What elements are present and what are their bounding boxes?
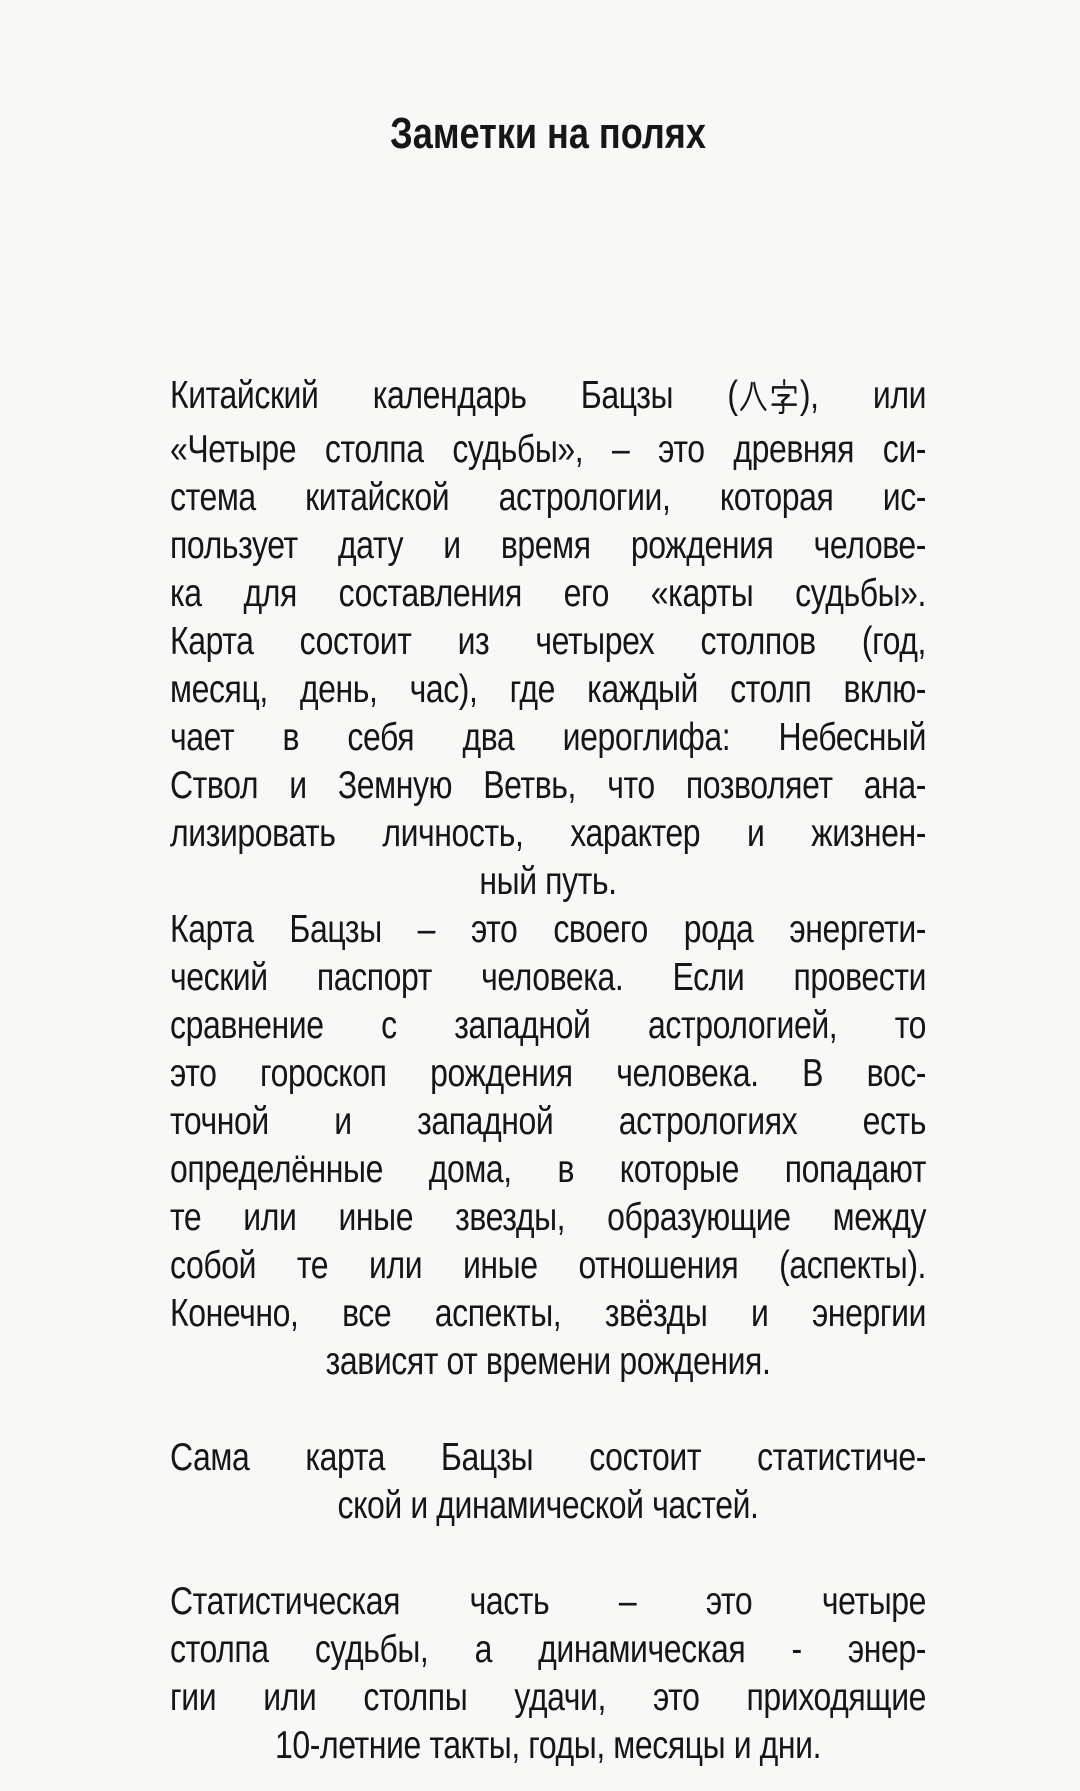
text-line: ской и динамической частей.	[337, 1484, 759, 1527]
text-line: ческий паспорт человека. Если провести	[170, 956, 927, 999]
text-line: это гороскоп рождения человека. В вос-	[170, 1052, 927, 1095]
text-column	[170, 0, 926, 1770]
text-line: столпа судьбы, а динамическая - энер-	[170, 1628, 927, 1671]
text-line: зависят от времени рождения.	[325, 1340, 771, 1383]
text-line: точной и западной астрологиях есть	[170, 1100, 927, 1143]
text-line	[170, 372, 926, 426]
text-line: ный путь.	[479, 860, 617, 903]
text-line: гии или столпы удачи, это приходящие	[170, 1676, 927, 1719]
paragraph-4	[170, 1578, 926, 1770]
text-line: месяц, день, час), где каждый столп вклю-	[170, 668, 927, 711]
body-text	[170, 372, 926, 1770]
text-line: пользует дату и время рождения челове-	[170, 524, 927, 567]
line-text: ), или	[799, 374, 927, 417]
text-line: ка для составления его «карты судьбы».	[170, 572, 927, 615]
line-text: Китайский календарь Бацзы (	[170, 374, 738, 417]
hanzi-ba-icon	[738, 378, 768, 414]
text-line: Ствол и Земную Ветвь, что позволяет ана-	[170, 764, 927, 807]
text-line: 10-летние такты, годы, месяцы и дни.	[274, 1724, 822, 1767]
bazi-hanzi-icon	[738, 378, 800, 426]
hanzi-zi-icon	[770, 378, 800, 414]
text-line: те или иные звезды, образующие между	[170, 1196, 927, 1239]
paragraph-2	[170, 906, 926, 1386]
text-line: определённые дома, в которые попадают	[170, 1148, 927, 1191]
text-line: Карта состоит из четырех столпов (год,	[170, 620, 927, 663]
text-line: Сама карта Бацзы состоит статистиче-	[170, 1436, 927, 1479]
text-line: лизировать личность, характер и жизнен-	[170, 812, 927, 855]
text-line: стема китайской астрологии, которая ис-	[170, 476, 927, 519]
text-line: Статистическая часть – это четыре	[170, 1580, 927, 1623]
text-line: Карта Бацзы – это своего рода энергети-	[170, 908, 927, 951]
text-line: чает в себя два иероглифа: Небесный	[170, 716, 927, 759]
text-line: Конечно, все аспекты, звёзды и энергии	[170, 1292, 927, 1335]
text-line: собой те или иные отношения (аспекты).	[170, 1244, 927, 1287]
paragraph-3	[170, 1434, 926, 1530]
text-line: «Четыре столпа судьбы», – это древняя си-	[170, 428, 927, 471]
text-line: сравнение с западной астрологией, то	[170, 1004, 927, 1047]
paragraph-1	[170, 372, 926, 906]
page-title: Заметки на полях	[390, 109, 706, 158]
